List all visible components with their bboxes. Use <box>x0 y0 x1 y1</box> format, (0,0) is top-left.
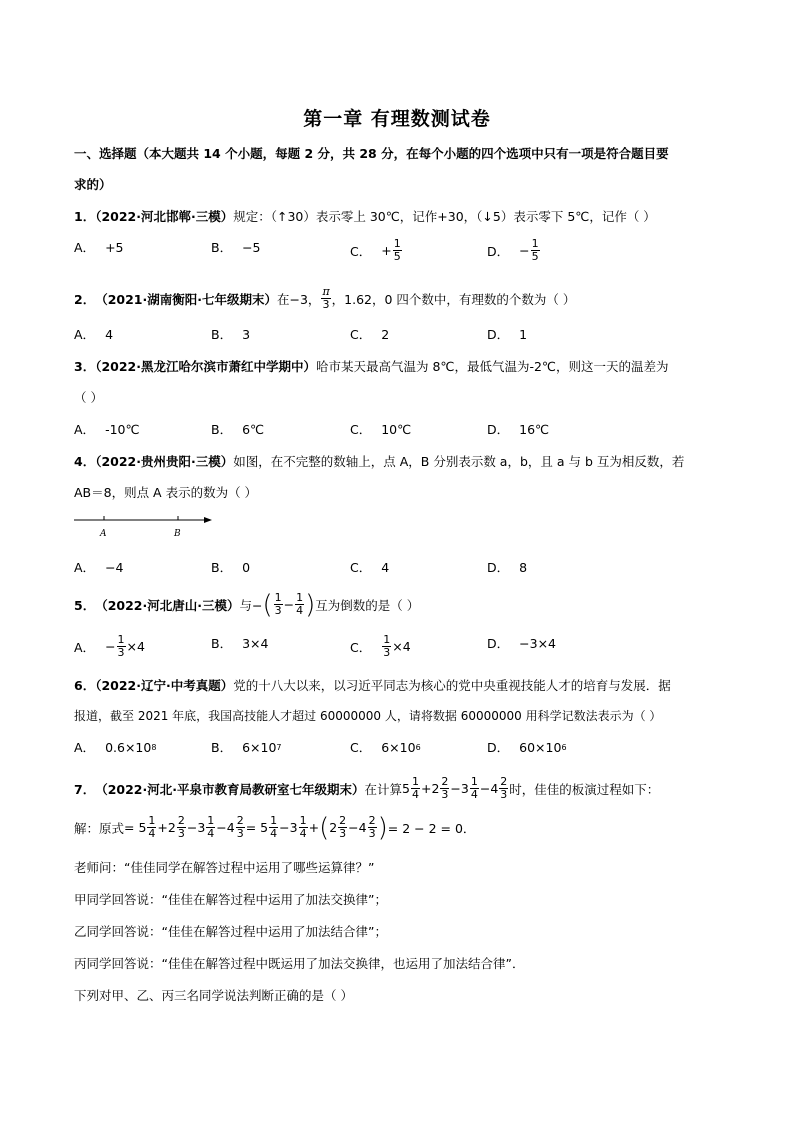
q1-source: （2022·河北邯郸·三模） <box>95 209 234 224</box>
q2-number: 2． <box>74 291 96 307</box>
q5-options <box>74 633 734 659</box>
q5-option-b[interactable]: B． 3×4 <box>211 635 269 651</box>
q3-option-a[interactable]: A． -10℃ <box>74 421 140 437</box>
q3-option-d[interactable]: D． 16℃ <box>487 421 550 437</box>
q6-option-d[interactable]: D． 60×10 6 <box>487 739 567 755</box>
q5-option-d[interactable]: D． −3×4 <box>487 635 556 651</box>
q1-option-a[interactable]: A． +5 <box>74 239 124 255</box>
q4-option-b[interactable]: B． 0 <box>211 559 251 575</box>
q7-source: （2022·河北·平泉市教育局教研室七年级期末） <box>95 781 365 797</box>
q3-text: 哈市某天最高气温为 8℃，最低气温为-2℃，则这一天的温差为 <box>316 359 669 374</box>
question-6 <box>74 676 671 694</box>
q5-text-pre: 与− <box>239 597 263 613</box>
q1-text: 规定：（↑30）表示零上 30℃，记作+30，（↓5）表示零下 5℃，记作（ ） <box>233 209 656 224</box>
q4-options <box>74 558 734 580</box>
q1-number: 1． <box>74 209 96 224</box>
q7-solution <box>74 812 476 843</box>
q7-text-post: 时，佳佳的板演过程如下： <box>509 781 660 797</box>
question-2 <box>74 286 575 311</box>
q2-option-d[interactable]: D． 1 <box>487 326 528 342</box>
point-b-label: B <box>174 529 181 539</box>
q6-text-line1: 党的十八大以来，以习近平同志为核心的党中央重视技能人才的培育与发展．据 <box>233 678 671 693</box>
section-heading-line2: 求的） <box>74 177 112 192</box>
q3-option-c[interactable]: C． 10℃ <box>350 421 412 437</box>
q7-prompt: 下列对甲、乙、丙三名同学说法判断正确的是（ ） <box>74 988 353 1003</box>
question-7 <box>74 776 659 801</box>
q1-options <box>74 237 734 263</box>
q1-option-c[interactable]: C． + $\frac{1}{5}$ <box>350 237 401 263</box>
q5-fraction-2: $\frac{1}{4}$ <box>296 591 304 617</box>
q3-text-continued: （ ） <box>74 390 103 405</box>
q2-options <box>74 325 734 347</box>
q2-pi-fraction: $\frac{\pi}{3}$ <box>322 285 330 311</box>
q2-source: （2021·湖南衡阳·七年级期末） <box>95 291 277 307</box>
q5-minus: − <box>283 597 295 612</box>
q3-option-b[interactable]: B． 6℃ <box>211 421 265 437</box>
q3-options <box>74 420 734 442</box>
q5-option-c[interactable]: C． $\frac{1}{3}$ ×4 <box>350 633 411 659</box>
q4-source: （2022·贵州贵阳·三模） <box>95 454 234 469</box>
question-3 <box>74 357 668 375</box>
q5-text-post: 互为倒数的是（ ） <box>315 597 420 613</box>
q3-source: （2022·黑龙江哈尔滨市萧红中学期中） <box>95 359 316 374</box>
question-1 <box>74 207 656 225</box>
q2-text-pre: 在−3， <box>277 291 321 307</box>
q6-option-b[interactable]: B． 6×10 7 <box>211 739 282 755</box>
q5-number: 5． <box>74 597 96 613</box>
q6-number: 6． <box>74 678 96 693</box>
q7-teacher-question: 老师问：“佳佳同学在解答过程中运用了哪些运算律？” <box>74 860 375 875</box>
section-heading-line1: 一、选择题（本大题共 14 个小题，每题 2 分，共 28 分，在每个小题的四个选项中只有一项是符合题目要 <box>74 146 669 161</box>
q4-option-c[interactable]: C． 4 <box>350 559 390 575</box>
q1-option-d[interactable]: D． − $\frac{1}{5}$ <box>487 237 539 263</box>
q4-text-line2: AB＝8，则点 A 表示的数为（ ） <box>74 485 258 500</box>
q4-option-a[interactable]: A． −4 <box>74 559 124 575</box>
q7-student-yi: 乙同学回答说：“佳佳在解答过程中运用了加法结合律”； <box>74 924 387 939</box>
q6-text-line2: 报道，截至 2021 年底，我国高技能人才超过 60000000 人，请将数据 60000000 用科学记数法表示为（ ） <box>74 709 662 723</box>
q2-option-b[interactable]: B． 3 <box>211 326 251 342</box>
q5-right-paren: ) <box>305 589 316 620</box>
question-5 <box>74 589 420 620</box>
q6-options <box>74 738 734 760</box>
q7-expression: 5 $\frac{1}{4}$ +2 $\frac{2}{3}$ −3 $\frac{1}{4}$ −4 $\frac{2}{3}$ <box>402 775 508 801</box>
q5-source: （2022·河北唐山·三模） <box>95 597 240 613</box>
q7-student-bing: 丙同学回答说：“佳佳在解答过程中既运用了加法交换律，也运用了加法结合律”． <box>74 956 525 971</box>
q6-option-a[interactable]: A． 0.6×10 8 <box>74 739 157 755</box>
q7-solution-result: = 2 − 2 = 0． <box>387 820 476 836</box>
q3-number: 3． <box>74 359 96 374</box>
q6-source: （2022·辽宁·中考真题） <box>95 678 234 693</box>
point-a-label: A <box>100 529 107 539</box>
q7-number: 7． <box>74 781 96 797</box>
q4-number: 4． <box>74 454 96 469</box>
q4-option-d[interactable]: D． 8 <box>487 559 528 575</box>
number-line-diagram <box>74 512 224 540</box>
page-title: 第一章 有理数测试卷 <box>303 108 491 130</box>
q5-option-a[interactable]: A． − $\frac{1}{3}$ ×4 <box>74 633 145 659</box>
q7-solution-steps: = 5 $\frac{1}{4}$ +2 $\frac{2}{3}$ −3 $\frac{1}{4}$ −4 $\frac{2}{3}$ = 5 $\frac{1}{4}$ −3 $\frac{1}{4}$ + ( 2 $\frac{2}{3}$ −4 $\frac{2}{3}$ ) <box>124 812 388 843</box>
q4-text-line1: 如图，在不完整的数轴上，点 A，B 分别表示数 a，b，且 a 与 b 互为相反数，若 <box>233 454 685 469</box>
question-4 <box>74 452 684 470</box>
q7-solution-label: 解：原式 <box>74 820 125 836</box>
q5-fraction-1: $\frac{1}{3}$ <box>274 591 282 617</box>
q2-text-post: ，1.62，0 四个数中，有理数的个数为（ ） <box>331 291 576 307</box>
q1-option-b[interactable]: B． −5 <box>211 239 261 255</box>
q2-option-a[interactable]: A． 4 <box>74 326 114 342</box>
q5-left-paren: ( <box>262 589 273 620</box>
number-line-arrow <box>204 517 212 523</box>
q2-option-c[interactable]: C． 2 <box>350 326 390 342</box>
q7-student-jia: 甲同学回答说：“佳佳在解答过程中运用了加法交换律”； <box>74 892 387 907</box>
q7-text-pre: 在计算 <box>364 781 403 797</box>
q6-option-c[interactable]: C． 6×10 6 <box>350 739 421 755</box>
